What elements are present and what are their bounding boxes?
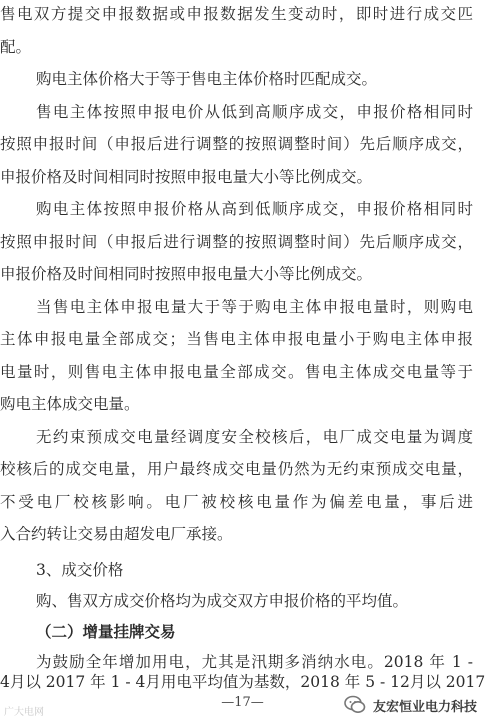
body-line: 不受电厂校核影响。电厂被校核电量作为偏差电量，事后进: [0, 493, 473, 511]
page-number: —17—: [221, 695, 264, 710]
body-line: 售电双方提交申报数据或申报数据发生变动时，即时进行成交匹: [0, 5, 473, 23]
body-line: 当售电主体申报电量大于等于购电主体申报电量时，则购电: [36, 298, 473, 316]
body-line: 配。: [0, 38, 32, 56]
body-line: 申报价格及时间相同时按照申报电量大小等比例成交。: [0, 168, 373, 186]
watermark-text: 友宏恒业电力科技: [372, 699, 477, 715]
body-line: 主体申报电量全部成交；当售电主体申报电量小于购电主体申报: [0, 330, 473, 348]
body-line: 无约束预成交电量经调度安全校核后，电厂成交电量为调度: [36, 428, 473, 446]
body-line: 购电主体按照申报价格从高到低顺序成交，申报价格相同时: [36, 200, 473, 218]
body-line: 购、售双方成交价格均为成交双方申报价格的平均值。: [36, 592, 409, 610]
body-line: 为鼓励全年增加用电，尤其是汛期多消纳水电。2018 年 1 -: [36, 653, 473, 671]
body-line: 按照申报时间（申报后进行调整的按照调整时间）先后顺序成交，: [0, 135, 473, 153]
watermark-left: 广大电网: [4, 707, 44, 718]
body-line: 按照申报时间（申报后进行调整的按照调整时间）先后顺序成交，: [0, 233, 473, 251]
watermark-right: [343, 688, 477, 722]
body-line: 售电主体按照申报电价从低到高顺序成交，申报价格相同时: [36, 103, 473, 121]
body-line: 电量时，则售电主体申报电量全部成交。售电主体成交电量等于: [0, 363, 473, 381]
body-line: 购电主体成交电量。: [0, 395, 140, 413]
body-line: 申报价格及时间相同时按照申报电量大小等比例成交。: [0, 265, 373, 283]
subsection-heading: （二）增量挂牌交易: [36, 622, 176, 641]
wechat-icon: [343, 693, 367, 717]
section-heading: 3、成交价格: [36, 561, 124, 579]
body-line: 校核后的成交电量，用户最终成交电量仍然为无约束预成交电量，: [0, 460, 473, 478]
body-line: 入合约转让交易由超发电厂承接。: [0, 525, 233, 543]
body-line: 4月以 2017 年 1 - 4月用电平均值为基数，2018 年 5 - 12月以 2017: [0, 673, 485, 691]
body-line: 购电主体价格大于等于售电主体价格时匹配成交。: [36, 70, 378, 88]
